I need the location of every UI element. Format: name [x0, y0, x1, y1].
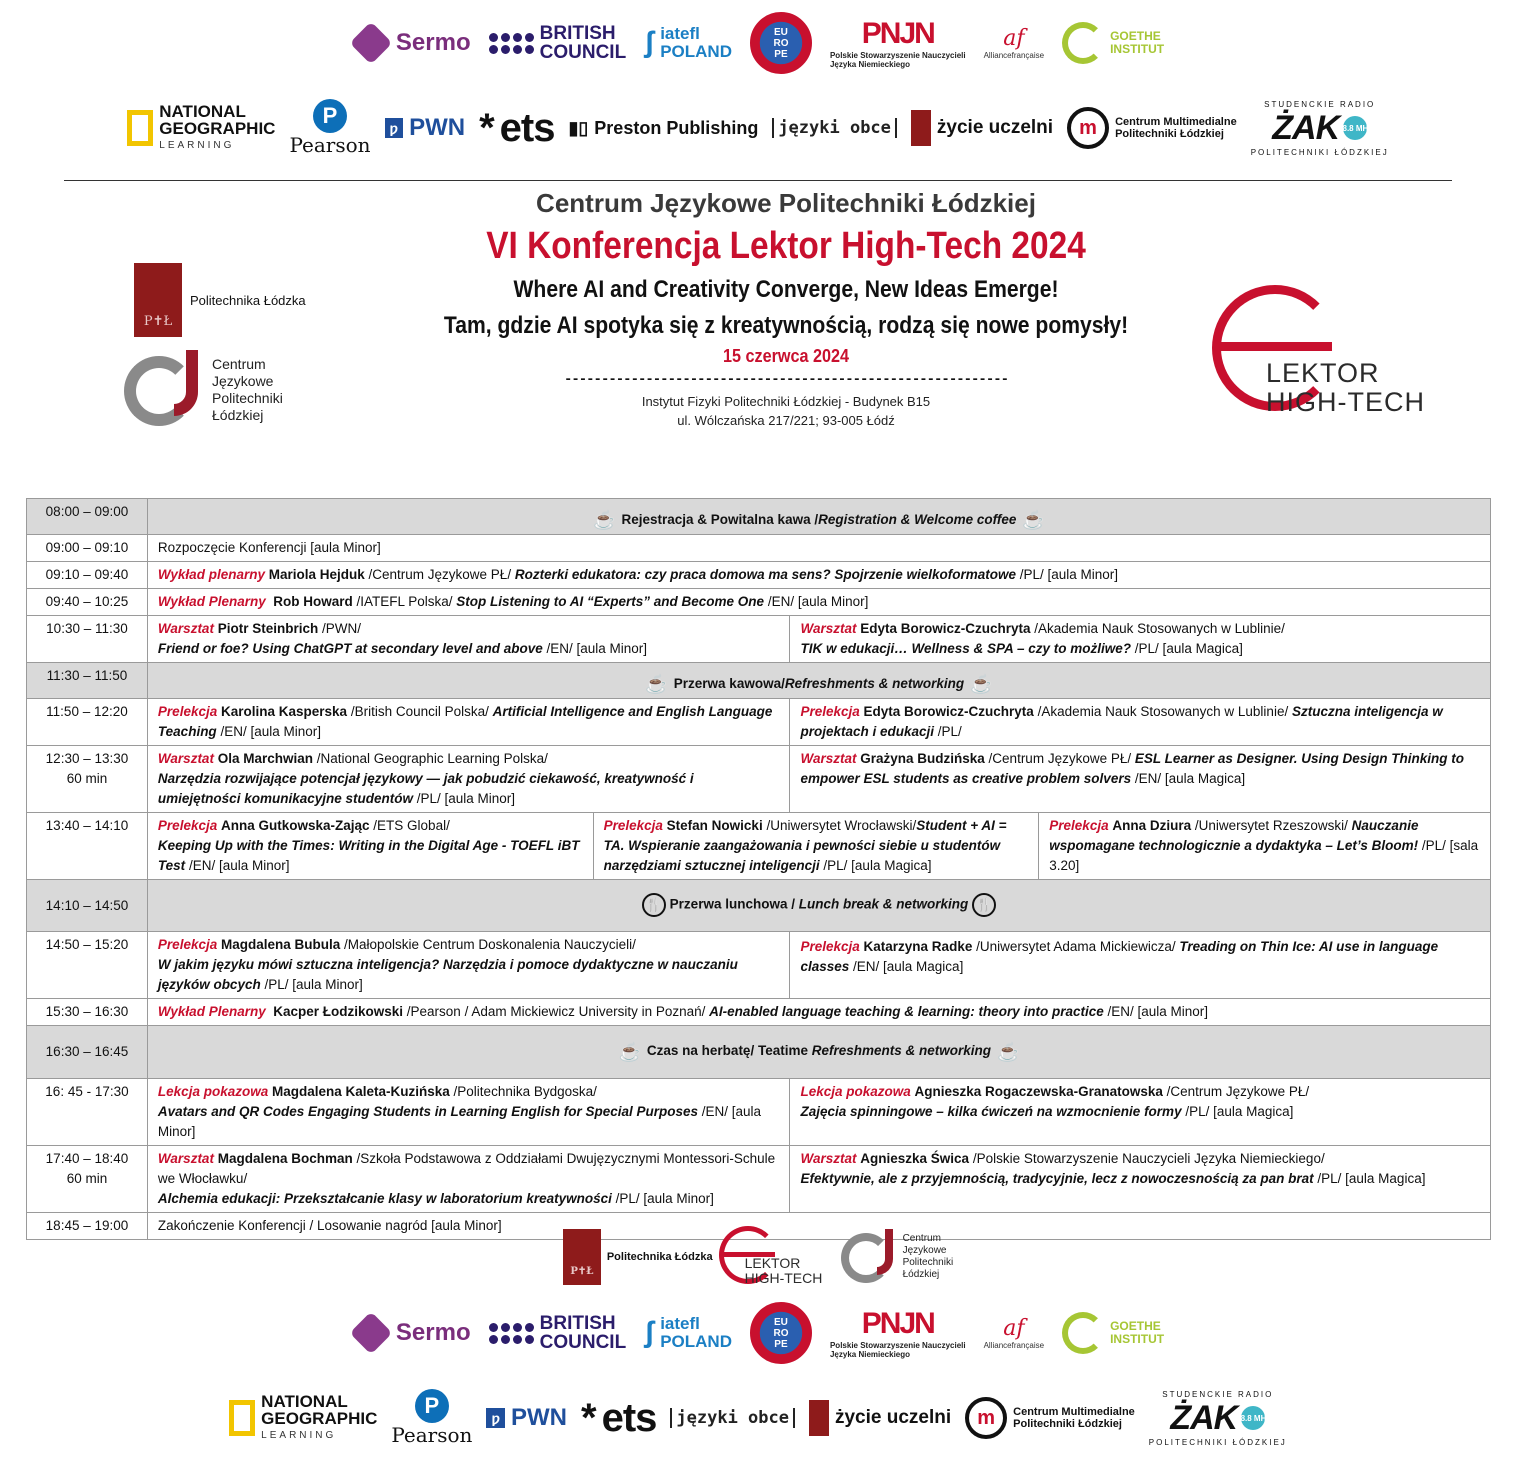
iatefl-logo: ʃ iatefl POLAND [644, 24, 732, 61]
table-row [27, 616, 1491, 663]
table-row [27, 499, 1491, 535]
table-row [27, 999, 1491, 1026]
conference-date: 15 czerwca 2024 [722, 346, 850, 366]
pwn-logo: ƿ PWN [385, 114, 466, 142]
pearson-logo: P Pearson [391, 1389, 472, 1447]
sponsor-logos-bottom-2 [0, 1390, 1516, 1446]
session-cell: Warsztat Ola Marchwian /National Geographic Learning Polska/ Narzędzia rozwijające potencjał językowy — jak pobudzić ciekawość, kreatywność i umiejętności komunikacyjne studentów /PL/ [aula Minor] [147, 746, 790, 813]
organizer-logos-bottom [0, 1226, 1516, 1288]
ets-logo: * ets [479, 105, 555, 150]
table-row [27, 1079, 1491, 1146]
tagline-pl: Tam, gdzie AI spotyka się z kreatywnością, rodzą się nowe pomysły! [443, 312, 1129, 339]
national-geographic-logo: NATIONAL GEOGRAPHIC LEARNING [229, 1393, 377, 1444]
lunch-break-banner: 🍴 Przerwa lunchowa / Lunch break & networking 🍴 [147, 880, 1490, 932]
time-cell: 16:30 – 16:45 [27, 1026, 148, 1079]
zycie-uczelni-logo: życie uczelni [809, 1400, 951, 1436]
conference-header [330, 186, 1242, 430]
registration-banner: ☕ Rejestracja & Powitalna kawa /Registration & Welcome coffee ☕ [147, 499, 1490, 535]
politechnika-lodzka-logo: P✝Ł Politechnika Łódzka [563, 1229, 713, 1285]
sermo-logo: Sermo [352, 1314, 471, 1352]
time-cell: 09:10 – 09:40 [27, 562, 148, 589]
session-cell: Warsztat Grażyna Budzińska /Centrum Językowe PŁ/ ESL Learner as Designer. Using Design Thinking to empower ESL students as creative problem solvers /EN/ [aula Magica] [790, 746, 1491, 813]
session-cell: Lekcja pokazowa Agnieszka Rogaczewska-Granatowska /Centrum Językowe PŁ/ Zajęcia spinningowe – kilka ćwiczeń na wzmocnienie formy /PL/ [aula Magica] [790, 1079, 1491, 1146]
centrum-jezykowe-logo: Centrum Językowe Politechniki Łódzkiej [124, 350, 283, 430]
venue-line-2: ul. Wólczańska 217/221; 93-005 Łódź [677, 413, 895, 428]
time-cell: 14:50 – 15:20 [27, 932, 148, 999]
session-cell: Warsztat Piotr Steinbrich /PWN/ Friend or foe? Using ChatGPT at secondary level and above /EN/ [aula Minor] [147, 616, 790, 663]
coffee-cup-icon: ☕ [1022, 510, 1045, 530]
zycie-uczelni-logo: życie uczelni [911, 110, 1053, 146]
session-cell: Prelekcja Anna Gutkowska-Zając /ETS Global/ Keeping Up with the Times: Writing in the Digital Age - TOEFL iBT Test /EN/ [aula Minor] [147, 813, 593, 880]
europe-logo: EU RO PE [750, 12, 812, 74]
table-row [27, 932, 1491, 999]
alliance-francaise-logo: af Alliancefrançaise [983, 26, 1045, 60]
coffee-break-banner: ☕ Przerwa kawowa/Refreshments & networking ☕ [147, 663, 1490, 699]
pearson-logo: P Pearson [289, 99, 370, 157]
lektor-high-tech-logo: LEKTOR HIGH-TECH [719, 1226, 835, 1288]
session-cell: Zakończenie Konferencji / Losowanie nagród [aula Minor] [147, 1213, 1490, 1240]
preston-logo: ▮▯ Preston Publishing [568, 117, 759, 138]
session-cell: Prelekcja Stefan Nowicki /Uniwersytet Wrocławski/Student + AI = TA. Wspieranie zaangażowania i pewności siebie u studentów narzędziami sztucznej inteligencji /PL/ [aula Magica] [593, 813, 1039, 880]
coffee-cup-icon: ☕ [593, 510, 616, 530]
zak-logo: STUDENCKIE RADIO ŻAK 88.8 MHz POLITECHNIKI ŁÓDZKIEJ [1250, 99, 1389, 157]
iatefl-logo: ʃ iatefl POLAND [644, 1314, 732, 1351]
table-row [27, 663, 1491, 699]
tea-cup-icon: ☕ [997, 1041, 1020, 1062]
cutlery-icon: 🍴 [972, 893, 996, 917]
jezyki-obce-logo: języki obce [670, 1408, 795, 1428]
session-cell: Warsztat Edyta Borowicz-Czuchryta /Akademia Nauk Stosowanych w Lublinie/ TIK w edukacji… Wellness & SPA – czy to możliwe? /PL/ [aula Magica] [790, 616, 1491, 663]
time-cell: 12:30 – 13:30 60 min [27, 746, 148, 813]
alliance-francaise-logo: af Alliancefrançaise [983, 1316, 1045, 1350]
teatime-banner: ☕ Czas na herbatę/ Teatime Refreshments & networking ☕ [147, 1026, 1490, 1079]
time-cell: 08:00 – 09:00 [27, 499, 148, 535]
session-cell: Prelekcja Katarzyna Radke /Uniwersytet Adama Mickiewicza/ Treading on Thin Ice: AI use in language classes /EN/ [aula Magica] [790, 932, 1491, 999]
session-cell: Wykład plenarny Mariola Hejduk /Centrum Językowe PŁ/ Rozterki edukatora: czy praca domowa ma sens? Spojrzenie wielkoformatowe /PL/ [aula Minor] [147, 562, 1490, 589]
tea-cup-icon: ☕ [618, 1041, 641, 1062]
session-cell: Warsztat Magdalena Bochman /Szkoła Podstawowa z Oddziałami Dwujęzycznymi Montessori-Schule we Włocławku/ Alchemia edukacji: Przekształcanie klasy w laboratorium kreatywności /PL/ [aula Minor] [147, 1146, 790, 1213]
dashed-separator: ------------------------------------------------------------ [563, 372, 1009, 388]
table-row [27, 1146, 1491, 1213]
tagline-en: Where AI and Creativity Converge, New Ideas Emerge! [513, 276, 1059, 303]
session-cell: Prelekcja Karolina Kasperska /British Council Polska/ Artificial Intelligence and English Language Teaching /EN/ [aula Minor] [147, 699, 790, 746]
session-cell: Wykład Plenarny Kacper Łodzikowski /Pearson / Adam Mickiewicz University in Poznań/ AI-enabled language teaching & learning: theory into practice /EN/ [aula Minor] [147, 999, 1490, 1026]
pwn-logo: ƿ PWN [486, 1404, 567, 1432]
table-row [27, 535, 1491, 562]
national-geographic-logo: NATIONAL GEOGRAPHIC LEARNING [127, 103, 275, 154]
coffee-cup-icon: ☕ [970, 674, 993, 694]
sermo-logo: Sermo [352, 24, 471, 62]
time-cell: 17:40 – 18:40 60 min [27, 1146, 148, 1213]
sponsor-logos-top-1 [0, 18, 1516, 68]
pnjn-logo: PNJN Polskie Stowarzyszenie Nauczycieli Języka Niemieckiego [829, 1307, 966, 1359]
venue-line-1: Instytut Fizyki Politechniki Łódzkiej - Budynek B15 [641, 394, 931, 409]
table-row [27, 813, 1491, 880]
session-cell: Wykład Plenarny Rob Howard /IATEFL Polska/ Stop Listening to AI “Experts” and Become One /EN/ [aula Minor] [147, 589, 1490, 616]
time-cell: 09:40 – 10:25 [27, 589, 148, 616]
organizer-title: Centrum Językowe Politechniki Łódzkiej [536, 188, 1036, 218]
time-cell: 11:50 – 12:20 [27, 699, 148, 746]
time-cell: 11:30 – 11:50 [27, 663, 148, 699]
zak-logo: STUDENCKIE RADIO ŻAK 88.8 MHz POLITECHNIKI ŁÓDZKIEJ [1148, 1389, 1287, 1447]
pnjn-logo: PNJN Polskie Stowarzyszenie Nauczycieli Języka Niemieckiego [829, 17, 966, 69]
table-row [27, 746, 1491, 813]
session-cell: Prelekcja Magdalena Bubula /Małopolskie Centrum Doskonalenia Nauczycieli/ W jakim języku mówi sztuczna inteligencja? Narzędzia i pomoce dydaktyczne w nauczaniu języków obcych /PL/ [aula Minor] [147, 932, 790, 999]
lektor-high-tech-logo: LEKTOR HIGH-TECH [1212, 285, 1432, 420]
sponsor-logos-bottom-1 [0, 1308, 1516, 1358]
europe-logo: EU RO PE [750, 1302, 812, 1364]
centrum-multimedialne-logo: m Centrum Multimedialne Politechniki Łódzkiej [1067, 107, 1237, 149]
goethe-logo: GOETHE INSTITUT [1062, 1312, 1164, 1354]
table-row [27, 1026, 1491, 1079]
centrum-jezykowe-logo: Centrum Językowe Politechniki Łódzkiej [841, 1229, 954, 1285]
time-cell: 15:30 – 16:30 [27, 999, 148, 1026]
british-council-logo: BRITISH COUNCIL [489, 24, 627, 62]
session-cell: Prelekcja Edyta Borowicz-Czuchryta /Akademia Nauk Stosowanych w Lublinie/ Sztuczna inteligencja w projektach i edukacji /PL/ [790, 699, 1491, 746]
header-divider [64, 180, 1452, 181]
session-cell: Rozpoczęcie Konferencji [aula Minor] [147, 535, 1490, 562]
jezyki-obce-logo: języki obce [772, 118, 897, 138]
centrum-multimedialne-logo: m Centrum Multimedialne Politechniki Łódzkiej [965, 1397, 1135, 1439]
table-row [27, 699, 1491, 746]
time-cell: 13:40 – 14:10 [27, 813, 148, 880]
time-cell: 16: 45 - 17:30 [27, 1079, 148, 1146]
table-row [27, 589, 1491, 616]
session-cell: Lekcja pokazowa Magdalena Kaleta-Kuzińska /Politechnika Bydgoska/ Avatars and QR Codes Engaging Students in Learning English for Special Purposes /EN/ [aula Minor] [147, 1079, 790, 1146]
time-cell: 14:10 – 14:50 [27, 880, 148, 932]
time-cell: 10:30 – 11:30 [27, 616, 148, 663]
politechnika-lodzka-logo: P✝Ł Politechnika Łódzka [134, 263, 306, 337]
coffee-cup-icon: ☕ [645, 674, 668, 694]
time-cell: 09:00 – 09:10 [27, 535, 148, 562]
cutlery-icon: 🍴 [642, 893, 666, 917]
british-council-logo: BRITISH COUNCIL [489, 1314, 627, 1352]
table-row [27, 880, 1491, 932]
table-row [27, 562, 1491, 589]
conference-title: VI Konferencja Lektor High-Tech 2024 [486, 225, 1086, 267]
session-cell: Prelekcja Anna Dziura /Uniwersytet Rzeszowski/ Nauczanie wspomagane technologicznie a dydaktyka – Let’s Bloom! /PL/ [sala 3.20] [1039, 813, 1491, 880]
time-cell: 18:45 – 19:00 [27, 1213, 148, 1240]
sponsor-logos-top-2 [0, 100, 1516, 156]
session-cell: Warsztat Agnieszka Świca /Polskie Stowarzyszenie Nauczycieli Języka Niemieckiego/ Efektywnie, ale z przyjemnością, tradycyjnie, lecz z nowoczesnością za pan brat /PL/ [aula Magica] [790, 1146, 1491, 1213]
ets-logo: * ets [581, 1395, 657, 1440]
schedule-table [26, 498, 1491, 1240]
goethe-logo: GOETHE INSTITUT [1062, 22, 1164, 64]
